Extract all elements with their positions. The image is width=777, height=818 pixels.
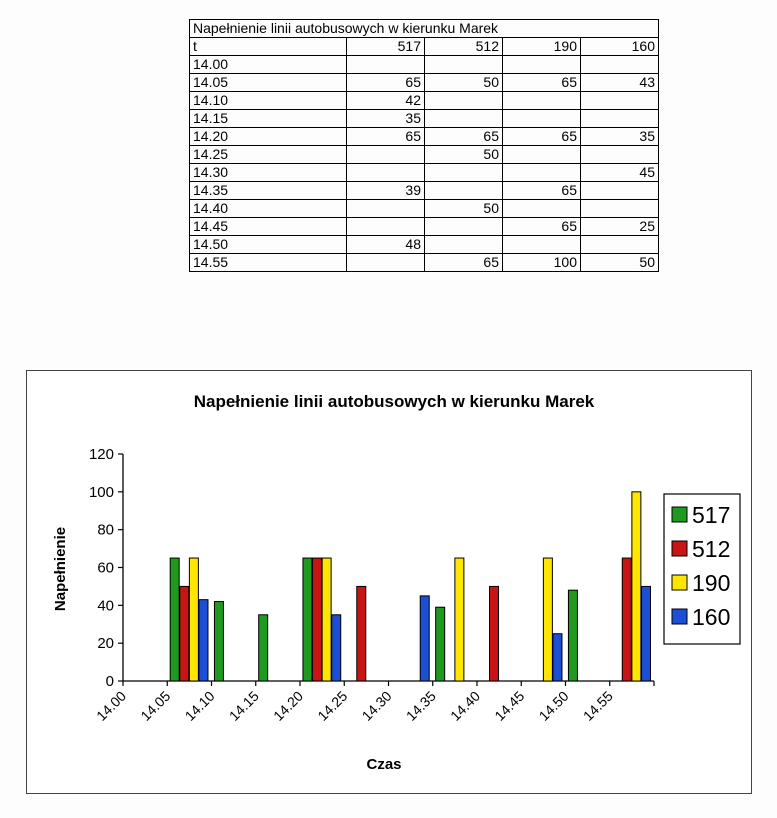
table-row xyxy=(190,110,659,128)
table-cell: 14.25 xyxy=(190,146,347,164)
bar-517 xyxy=(303,558,312,681)
y-tick-label: 0 xyxy=(105,673,114,690)
x-tick-label: 14.50 xyxy=(535,687,572,724)
table-cell xyxy=(581,236,659,254)
table-cell: 48 xyxy=(347,236,425,254)
table-cell: 50 xyxy=(425,200,503,218)
y-tick-label: 60 xyxy=(97,559,114,577)
legend-label: 512 xyxy=(692,536,731,562)
table-header-cell: 190 xyxy=(503,38,581,56)
x-tick-label: 14.30 xyxy=(358,687,395,724)
table-cell xyxy=(581,146,659,164)
legend-swatch-190 xyxy=(672,575,687,590)
bar-512 xyxy=(622,558,631,681)
table-cell: 65 xyxy=(503,218,581,236)
table-cell: 50 xyxy=(581,254,659,272)
table-cell: 65 xyxy=(347,74,425,92)
table-cell xyxy=(503,236,581,254)
table-cell: 50 xyxy=(425,74,503,92)
bar-517 xyxy=(568,590,577,681)
table-row xyxy=(190,254,659,272)
table-cell: 65 xyxy=(503,128,581,146)
table-cell xyxy=(347,164,425,182)
table-cell xyxy=(425,218,503,236)
table-row xyxy=(190,164,659,182)
legend-label: 517 xyxy=(692,502,731,528)
table-cell: 100 xyxy=(503,254,581,272)
table-cell: 45 xyxy=(581,164,659,182)
bar-517 xyxy=(214,602,223,681)
table-cell: 14.35 xyxy=(190,182,347,200)
table-row xyxy=(190,182,659,200)
table-cell xyxy=(425,164,503,182)
bar-160 xyxy=(420,596,429,681)
table-cell xyxy=(347,254,425,272)
table-header-cell: 512 xyxy=(425,38,503,56)
y-tick-label: 20 xyxy=(97,635,114,653)
legend xyxy=(664,494,740,644)
table-cell xyxy=(425,110,503,128)
x-tick-label: 14.55 xyxy=(579,687,616,724)
table-cell: 14.45 xyxy=(190,218,347,236)
table-cell: 65 xyxy=(503,74,581,92)
table-cell: 65 xyxy=(425,128,503,146)
table-row xyxy=(190,200,659,218)
table-cell xyxy=(503,56,581,74)
legend-swatch-517 xyxy=(672,507,687,522)
y-tick-label: 100 xyxy=(88,483,114,501)
bar-517 xyxy=(259,615,268,681)
table-cell xyxy=(503,92,581,110)
table-cell: 14.55 xyxy=(190,254,347,272)
table-cell: 14.00 xyxy=(190,56,347,74)
x-tick-label: 14.05 xyxy=(137,687,174,724)
y-tick-label: 80 xyxy=(97,521,114,539)
bar-chart xyxy=(27,371,751,793)
table-cell xyxy=(425,182,503,200)
x-tick-label: 14.40 xyxy=(447,687,484,724)
legend-swatch-160 xyxy=(672,609,687,624)
y-axis-label: Napełnienie xyxy=(52,526,69,612)
bar-512 xyxy=(490,586,499,681)
bar-190 xyxy=(455,558,464,681)
table-cell xyxy=(347,56,425,74)
table-cell: 35 xyxy=(581,128,659,146)
table-cell xyxy=(503,164,581,182)
table-cell xyxy=(425,92,503,110)
table-cell: 14.30 xyxy=(190,164,347,182)
table-row xyxy=(190,92,659,110)
bar-160 xyxy=(553,634,562,681)
table-row xyxy=(190,218,659,236)
x-tick-label: 14.25 xyxy=(314,687,351,724)
table-cell xyxy=(581,92,659,110)
table-cell xyxy=(425,236,503,254)
table-header-cell: 517 xyxy=(347,38,425,56)
chart-title: Napełnienie linii autobusowych w kierunku Marek xyxy=(193,392,595,411)
table-cell xyxy=(503,200,581,218)
table-cell: 65 xyxy=(425,254,503,272)
table-cell: 14.50 xyxy=(190,236,347,254)
data-table xyxy=(189,19,659,272)
table-cell xyxy=(581,182,659,200)
table-header-row xyxy=(190,38,659,56)
table-cell: 50 xyxy=(425,146,503,164)
table-cell: 65 xyxy=(347,128,425,146)
table-row xyxy=(190,146,659,164)
table-cell: 25 xyxy=(581,218,659,236)
table-cell xyxy=(347,146,425,164)
x-tick-label: 14.00 xyxy=(93,687,130,724)
table-cell xyxy=(581,110,659,128)
plot-area xyxy=(89,446,654,724)
table-cell: 39 xyxy=(347,182,425,200)
table-cell: 43 xyxy=(581,74,659,92)
table-cell xyxy=(347,200,425,218)
bar-512 xyxy=(313,558,322,681)
bar-190 xyxy=(189,558,198,681)
table-cell: 65 xyxy=(503,182,581,200)
x-axis-label: Czas xyxy=(366,756,402,773)
bar-160 xyxy=(332,615,341,681)
table-row xyxy=(190,74,659,92)
bar-512 xyxy=(357,586,366,681)
bar-190 xyxy=(632,492,641,681)
bar-512 xyxy=(180,586,189,681)
bar-517 xyxy=(436,607,445,681)
y-tick-label: 120 xyxy=(88,446,114,463)
legend-swatch-512 xyxy=(672,541,687,556)
x-tick-label: 14.15 xyxy=(225,687,262,724)
legend-label: 190 xyxy=(692,570,731,596)
table-cell: 14.15 xyxy=(190,110,347,128)
table-cell xyxy=(581,56,659,74)
x-tick-label: 14.20 xyxy=(270,687,307,724)
table-cell xyxy=(425,56,503,74)
table-cell: 35 xyxy=(347,110,425,128)
table-cell xyxy=(503,110,581,128)
bar-160 xyxy=(199,600,208,681)
table-header-cell: t xyxy=(190,38,347,56)
table-row xyxy=(190,236,659,254)
table-cell: 14.10 xyxy=(190,92,347,110)
table-cell: 14.40 xyxy=(190,200,347,218)
table-row xyxy=(190,128,659,146)
bar-160 xyxy=(641,586,650,681)
bar-190 xyxy=(543,558,552,681)
table-cell: 14.20 xyxy=(190,128,347,146)
bar-517 xyxy=(170,558,179,681)
legend-label: 160 xyxy=(692,604,731,630)
x-tick-label: 14.10 xyxy=(181,687,218,724)
table-header-cell: 160 xyxy=(581,38,659,56)
table-cell: 42 xyxy=(347,92,425,110)
table-cell: 14.05 xyxy=(190,74,347,92)
table-cell xyxy=(347,218,425,236)
table-caption: Napełnienie linii autobusowych w kierunku Marek xyxy=(190,20,659,38)
bar-190 xyxy=(322,558,331,681)
y-tick-label: 40 xyxy=(97,597,114,615)
table-cell xyxy=(581,200,659,218)
table-row xyxy=(190,56,659,74)
table-cell xyxy=(503,146,581,164)
x-tick-label: 14.45 xyxy=(491,687,528,724)
chart-frame xyxy=(26,370,752,794)
x-tick-label: 14.35 xyxy=(402,687,439,724)
